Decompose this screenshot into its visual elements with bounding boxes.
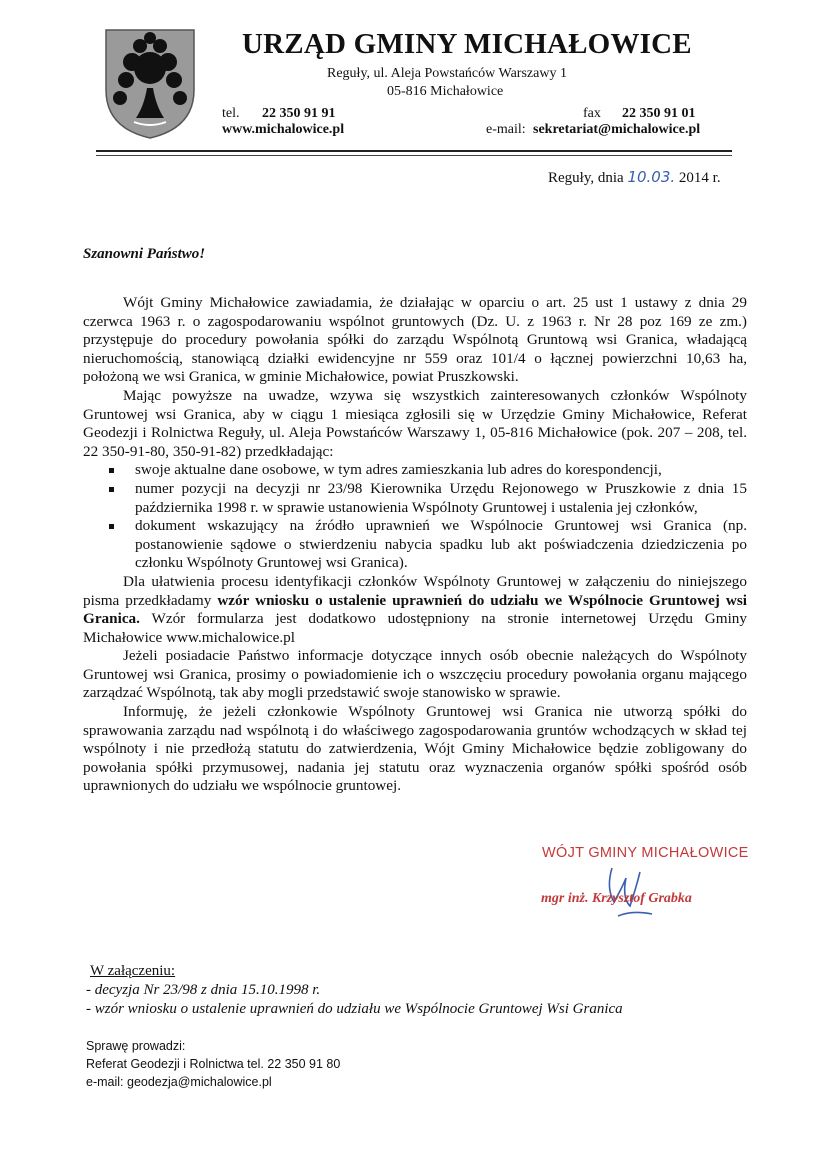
fax-number: 22 350 91 01	[622, 106, 696, 121]
footer-email-link[interactable]: geodezja@michalowice.pl	[127, 1075, 272, 1089]
date-prefix: Reguły, dnia	[548, 170, 624, 186]
list-item	[83, 480, 747, 517]
requirements-list	[83, 461, 747, 573]
coat-of-arms-logo	[104, 28, 196, 140]
bullet-icon	[109, 468, 114, 473]
email-link[interactable]: sekretariat@michalowice.pl	[533, 122, 701, 137]
email-label: e-mail:	[486, 122, 526, 137]
paragraph-3-end: Wzór formularza jest dodatkowo udostępniony na stronie internetowej Urzędu Gminy Michałowice www.michalowice.pl	[83, 610, 747, 646]
bullet-icon	[109, 487, 114, 492]
website-link[interactable]: www.michalowice.pl	[222, 122, 345, 137]
list-item-text: numer pozycji na decyzji nr 23/98 Kierownika Urzędu Rejonowego w Pruszkowie z dnia 15 października 1998 r. w sprawie ustanowienia Wspólnoty Gruntowej i ustalenia jej członków,	[135, 479, 747, 516]
phone-label: tel.	[222, 106, 240, 121]
paragraph-1: Wójt Gminy Michałowice zawiadamia, że działając w oparciu o art. 25 ust 1 ustawy z dnia 29 czerwca 1963 r. o zagospodarowaniu wspólnot gruntowych (Dz. U. z 1963 r. Nr 28 poz 169 ze zm.) przystępuje do procedury powołania spółki do zarządu Wspólnotą Gruntową wsi Granica, władającą nieruchomością, stanowiącą działki ewidencyjne nr 559 oraz 101/4 o łącznej powierzchni 10,63 ha, położoną we wsi Granica, w gminie Michałowice, powiat Pruszkowski.	[83, 294, 747, 386]
handled-by-label: Sprawę prowadzi:	[86, 1039, 186, 1053]
header-divider	[96, 150, 732, 152]
paragraph-2: Mając powyższe na uwadze, wzywa się wszystkich zainteresowanych członków Wspólnoty Gruntowej wsi Granica, aby w ciągu 1 miesiąca zgłosili się w Urzędzie Gminy Michałowice, Referat Geodezji i Rolnictwa Reguły, ul. Aleja Powstańców Warszawy 1, 05-816 Michałowice (pok. 207 – 208, tel. 22 350-91-80, 350-91-82) przedkładając:	[83, 386, 747, 460]
paragraph-4: Jeżeli posiadacie Państwo informacje dotyczące innych osób obecnie należących do Wspólnoty Gruntowej wsi Granica, prosimy o powiadomienie ich o wszczęciu procedury powołania organu mającego zarządzać Wspólnotą, tak aby mogli przedstawić swoje stanowisko w sprawie.	[83, 647, 747, 702]
letter-date	[548, 168, 721, 187]
signatory-name: mgr inż. Krzysztof Grabka	[541, 891, 692, 906]
list-item-text: dokument wskazujący na źródło uprawnień we Wspólnocie Gruntowej wsi Granica (np. postanowienie sądowe o stwierdzeniu nabycia spadku lub akt poświadczenia dziedziczenia po członku Wspólnoty Gruntowej wsi Granica).	[135, 517, 747, 572]
handwritten-date: 10.03.	[627, 168, 676, 186]
paragraph-3	[83, 573, 747, 647]
handled-by-department: Referat Geodezji i Rolnictwa tel. 22 350 91 80	[86, 1057, 341, 1071]
attachment-item: - wzór wniosku o ustalenie uprawnień do udziału we Wspólnocie Gruntowej Wsi Granica	[86, 1001, 623, 1017]
header-divider-thin	[96, 155, 732, 156]
bullet-icon	[109, 524, 114, 529]
list-item	[83, 461, 747, 480]
address-line-2: 05-816 Michałowice	[387, 84, 504, 99]
address-line-1: Reguły, ul. Aleja Powstańców Warszawy 1	[327, 66, 567, 81]
salutation: Szanowni Państwo!	[83, 246, 206, 262]
fax-label: fax	[583, 106, 601, 121]
footer-email	[86, 1075, 272, 1089]
paragraph-3-bold: wzór wniosku o ustalenie uprawnień do udziału we Wspólnocie Gruntowej wsi Granica.	[83, 591, 747, 628]
paragraph-5: Informuję, że jeżeli członkowie Wspólnoty Gruntowej wsi Granica nie utworzą spółki do sprawowania zarządu nad wspólnotą i do właściwego zagospodarowania gruntów wchodzących w skład tej wspólnoty i nie przedłożą statutu do zatwierdzenia, Wójt Gminy Michałowice będzie zobligowany do powołania spółki przymusowej, nadania jej statutu oraz wyznaczenia organów spółki spośród osób uprawnionych do udziału we wspólnocie gruntowej.	[83, 703, 747, 795]
office-title: URZĄD GMINY MICHAŁOWICE	[242, 28, 692, 60]
phone-number: 22 350 91 91	[262, 106, 336, 121]
date-suffix: 2014 r.	[678, 170, 721, 186]
stamp-title: WÓJT GMINY MICHAŁOWICE	[542, 845, 749, 861]
footer-email-label: e-mail:	[86, 1075, 124, 1089]
paragraph-3-start: Dla ułatwienia procesu identyfikacji członków Wspólnoty Gruntowej w załączeniu do niniejszego pisma przedkładamy	[83, 572, 747, 609]
list-item-text: swoje aktualne dane osobowe, w tym adres zamieszkania lub adres do korespondencji,	[135, 461, 662, 479]
attachments-heading: W załączeniu:	[90, 963, 176, 979]
letter-body	[83, 294, 747, 796]
attachment-item: - decyzja Nr 23/98 z dnia 15.10.1998 r.	[86, 982, 321, 998]
list-item	[83, 517, 747, 573]
